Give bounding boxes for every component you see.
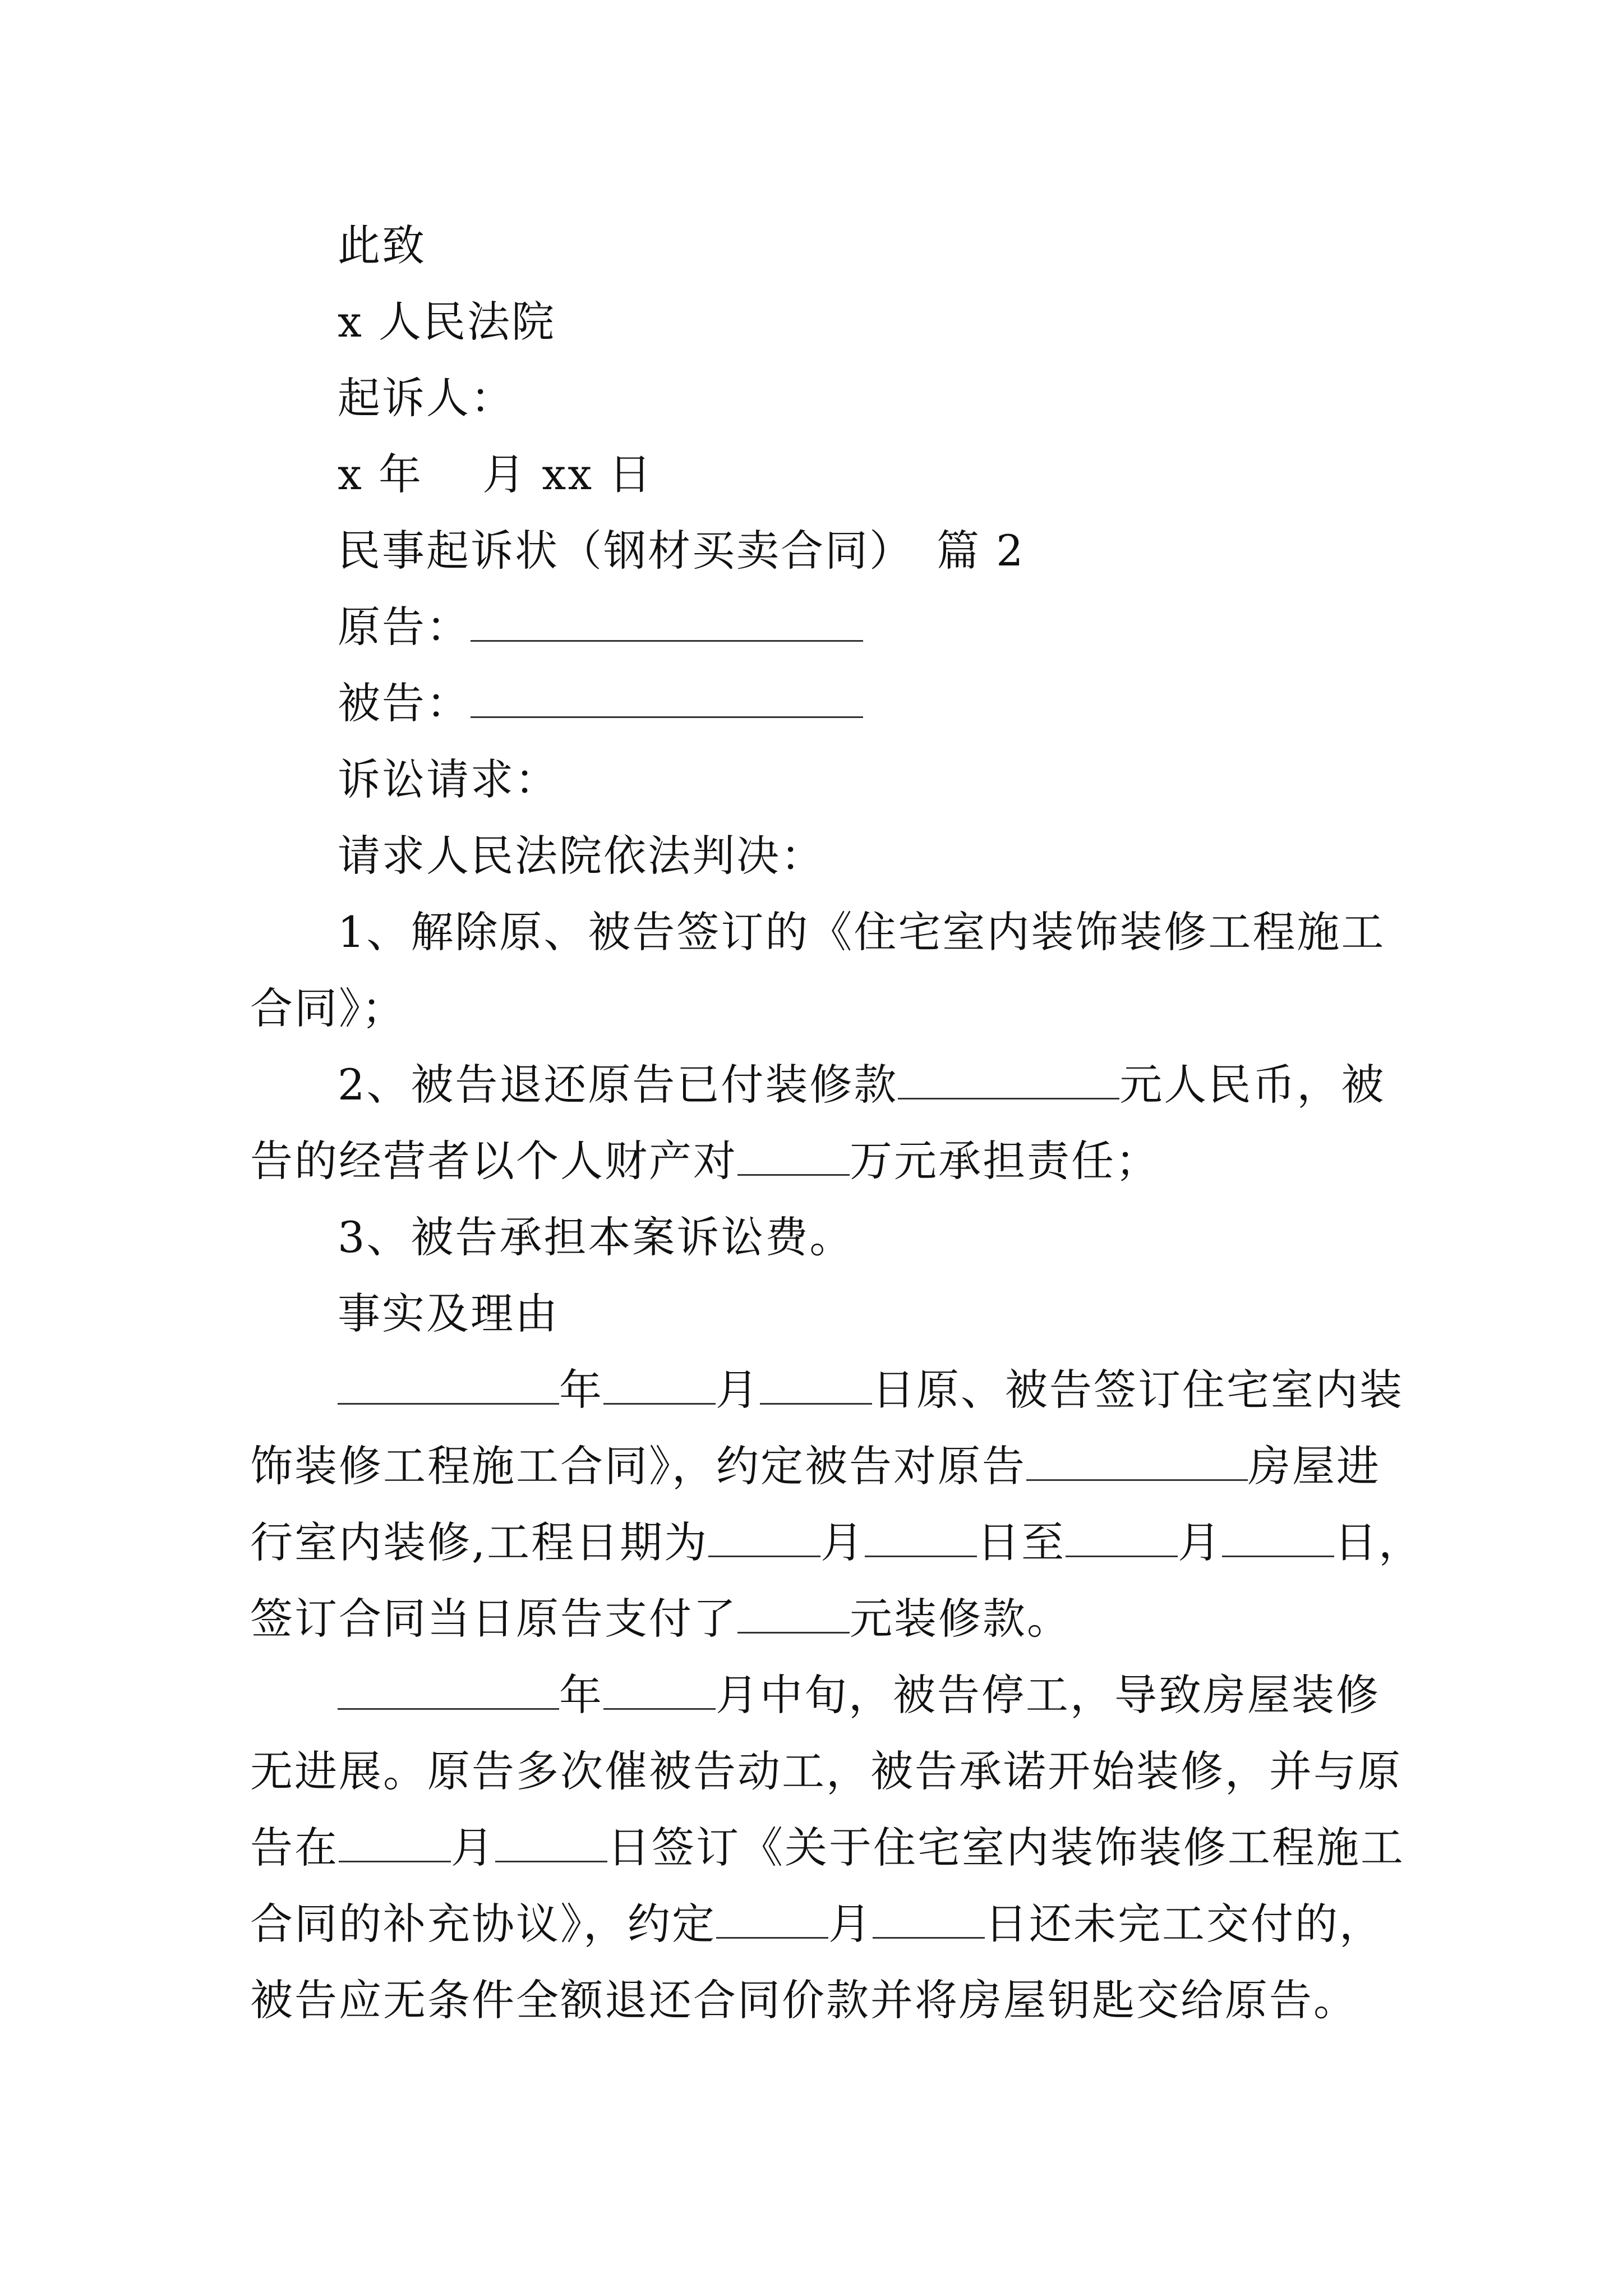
facts-p1-text: 日原、被告签订住宅室内装 — [872, 1365, 1404, 1415]
month-label: 月 — [716, 1365, 760, 1415]
start-month-blank — [708, 1517, 820, 1557]
facts-p2-line-1 — [250, 1657, 1389, 1733]
claim-item-2-text-a: 2、被告退还原告已付装修款 — [338, 1060, 898, 1110]
facts-p1-line-2 — [250, 1428, 1389, 1504]
facts-p2-text: 告在 — [250, 1823, 339, 1872]
deadline-month-blank — [716, 1899, 828, 1939]
document-body — [250, 208, 1423, 2039]
claim-item-2-line-2 — [250, 1123, 1389, 1199]
facts-p1-line-4 — [250, 1581, 1389, 1657]
court-name: x 人民法院 — [338, 297, 556, 347]
facts-p1-text: 日至 — [977, 1517, 1066, 1567]
day-blank — [760, 1365, 872, 1405]
facts-p2-text: 日签订《关于住宅室内装饰装修工程施工 — [607, 1823, 1405, 1872]
signature-date: x 年 月 xx 日 — [338, 449, 653, 499]
salutation: 此致 — [338, 220, 426, 270]
facts-p2-line-4 — [250, 1886, 1389, 1962]
section-title: 民事起诉状（钢材买卖合同） 篇 2 — [338, 526, 1025, 576]
claims-intro: 请求人民法院依法判决： — [338, 831, 825, 881]
plaintiff-blank — [471, 602, 863, 642]
facts-p1-text: 行室内装修,工程日期为 — [250, 1517, 709, 1567]
defendant-label: 被告： — [338, 678, 471, 728]
facts-p1-text: 签订合同当日原告支付了 — [250, 1594, 737, 1644]
facts-p1-text: 房屋进 — [1248, 1441, 1381, 1491]
facts-p1-text: 饰装修工程施工合同》，约定被告对原告 — [250, 1441, 1026, 1491]
end-month-blank — [1066, 1517, 1178, 1557]
end-day-blank — [1222, 1517, 1334, 1557]
year-label: 年 — [559, 1365, 603, 1415]
claim-item-1-line-2: 合同》； — [250, 983, 406, 1033]
defendant-line — [250, 665, 1389, 742]
facts-p1-text: 元装修款。 — [850, 1594, 1071, 1644]
plaintiff-signature-label: 起诉人： — [338, 373, 515, 423]
facts-p2-line-3 — [250, 1810, 1405, 1886]
facts-p2-text: 合同的补充协议》，约定 — [250, 1899, 716, 1949]
agreement-day-blank — [495, 1823, 607, 1862]
payment-blank — [737, 1594, 850, 1634]
deadline-day-blank — [873, 1899, 985, 1939]
claim-item-2-text-b: 元人民币，被 — [1119, 1060, 1386, 1110]
claim-item-2-line-1 — [250, 1047, 1389, 1123]
claim-item-2-text-c: 告的经营者以个人财产对 — [250, 1136, 737, 1186]
facts-p2-text: 日还未完工交付的， — [985, 1899, 1384, 1949]
claim-item-1-line-1: 1、解除原、被告签订的《住宅室内装饰装修工程施工 — [338, 907, 1386, 957]
month-label: 月 — [1178, 1517, 1223, 1567]
month-blank — [603, 1670, 716, 1710]
liability-amount-blank — [737, 1136, 850, 1176]
year-blank — [338, 1365, 559, 1405]
defendant-blank — [471, 678, 863, 718]
month-label: 月 — [451, 1823, 495, 1872]
facts-p2-text: 月中旬，被告停工，导致房屋装修 — [716, 1670, 1380, 1720]
month-label: 月 — [828, 1899, 873, 1949]
plaintiff-label: 原告： — [338, 602, 471, 652]
plaintiff-line — [250, 589, 1389, 665]
facts-p1-text: 日， — [1334, 1517, 1423, 1567]
facts-p1-line-3 — [250, 1504, 1423, 1581]
claims-heading: 诉讼请求： — [338, 754, 559, 804]
amount-blank — [898, 1060, 1119, 1099]
year-label: 年 — [559, 1670, 603, 1720]
agreement-month-blank — [339, 1823, 451, 1862]
facts-p2-line-2: 无进展。原告多次催被告动工，被告承诺开始装修，并与原 — [250, 1746, 1402, 1796]
month-label: 月 — [820, 1517, 865, 1567]
year-blank — [338, 1670, 559, 1710]
claim-item-2-text-d: 万元承担责任； — [850, 1136, 1160, 1186]
facts-p1-line-1 — [250, 1352, 1404, 1428]
facts-p2-line-5: 被告应无条件全额退还合同价款并将房屋钥匙交给原告。 — [250, 1975, 1358, 2025]
start-day-blank — [865, 1517, 977, 1557]
facts-heading: 事实及理由 — [338, 1289, 559, 1338]
claim-item-3: 3、被告承担本案诉讼费。 — [338, 1212, 854, 1262]
house-blank — [1026, 1441, 1248, 1481]
month-blank — [603, 1365, 716, 1405]
